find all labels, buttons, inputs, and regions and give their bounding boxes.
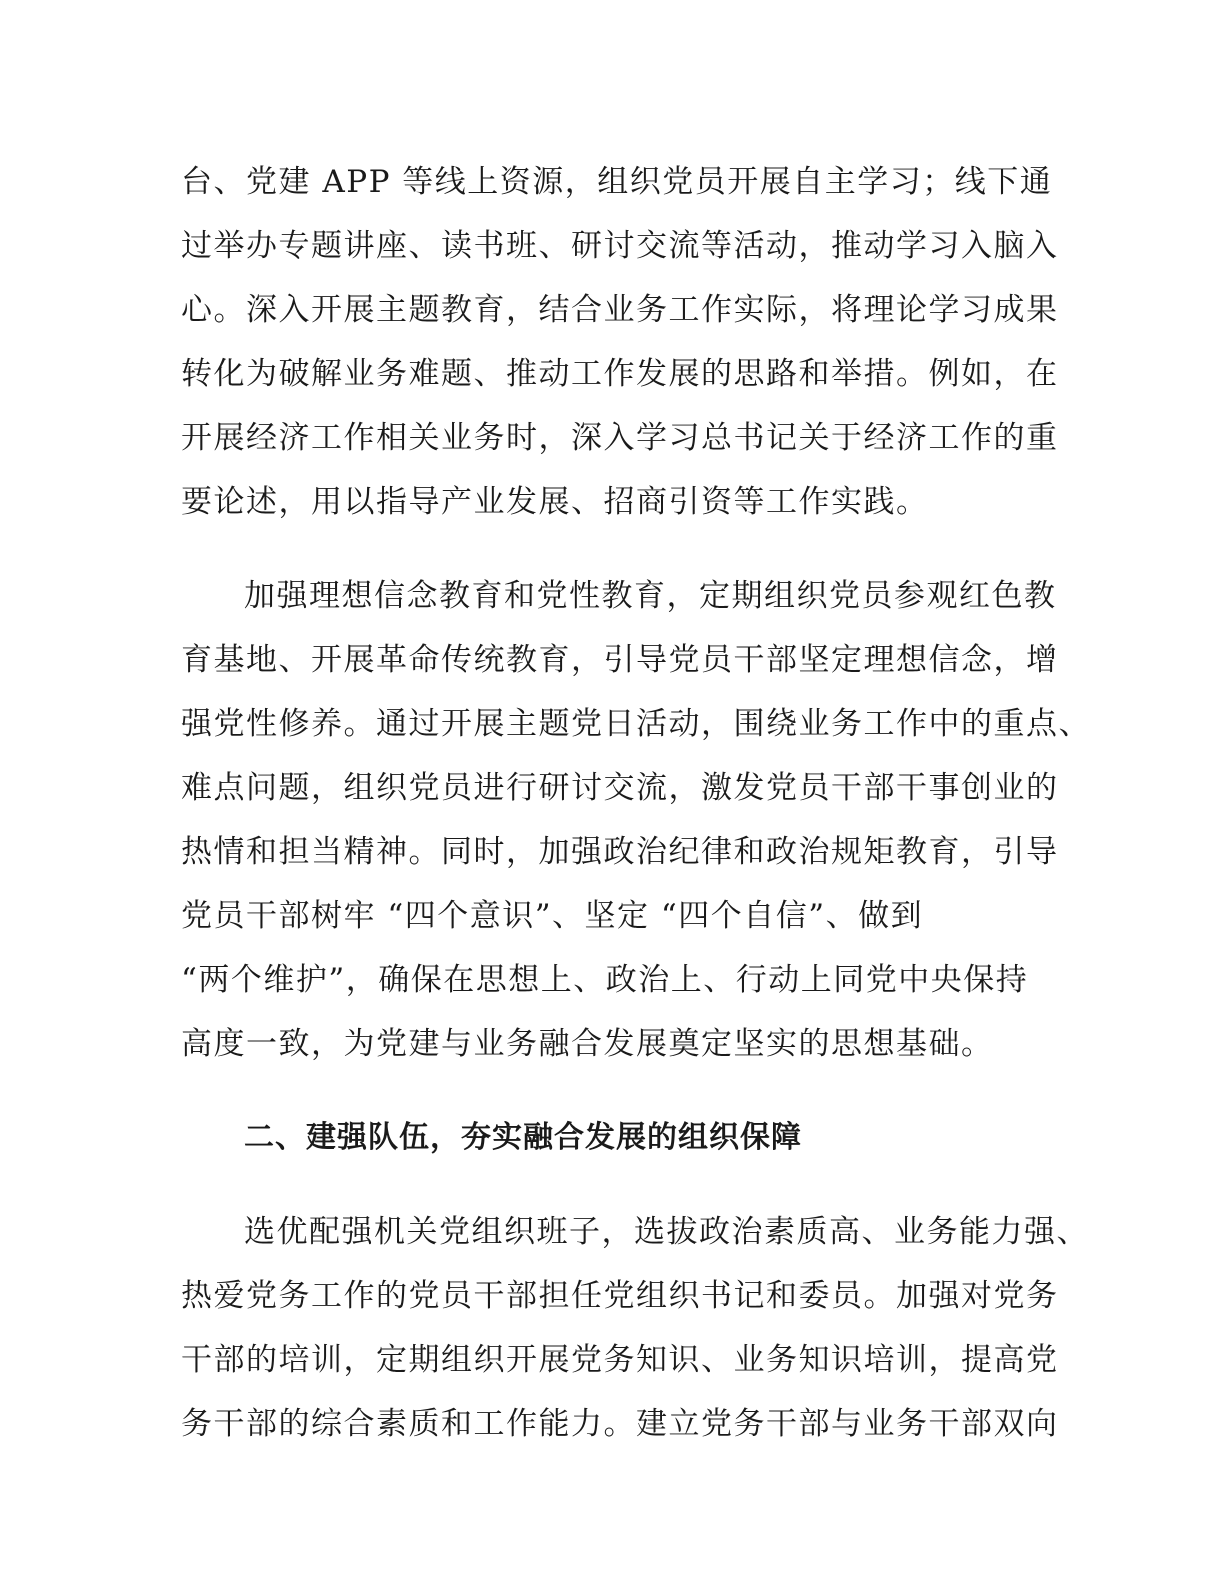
text-line: 热情和担当精神。同时，加强政治纪律和政治规矩教育，引导 [181, 834, 1059, 870]
paragraph-ideals-education [181, 564, 1091, 1076]
text-line: 党员干部树牢 “四个意识”、坚定 “四个自信”、做到 [181, 898, 924, 934]
text-line: 要论述，用以指导产业发展、招商引资等工作实践。 [181, 484, 929, 520]
text-line: 育基地、开展革命传统教育，引导党员干部坚定理想信念，增 [181, 642, 1059, 678]
text-line: 过举办专题讲座、读书班、研讨交流等活动，推动学习入脑入 [181, 228, 1059, 264]
text-line: 务干部的综合素质和工作能力。建立党务干部与业务干部双向 [181, 1406, 1059, 1442]
document-body [181, 150, 1091, 1456]
paragraph-spacer [181, 1170, 1061, 1200]
paragraph-spacer [181, 1076, 1061, 1106]
text-line: 开展经济工作相关业务时，深入学习总书记关于经济工作的重 [181, 420, 1059, 456]
text-line: 热爱党务工作的党员干部担任党组织书记和委员。加强对党务 [181, 1278, 1059, 1314]
text-line: 难点问题，组织党员进行研讨交流，激发党员干部干事创业的 [181, 770, 1059, 806]
paragraph-team-building [181, 1200, 1089, 1456]
text-line: 台、党建 APP 等线上资源，组织党员开展自主学习；线下通 [181, 164, 1053, 200]
text-line: 心。深入开展主题教育，结合业务工作实际，将理论学习成果 [181, 292, 1059, 328]
text-line: 高度一致，为党建与业务融合发展奠定坚实的思想基础。 [181, 1026, 994, 1062]
section-heading: 二、建强队伍，夯实融合发展的组织保障 [244, 1120, 802, 1155]
text-line: 加强理想信念教育和党性教育，定期组织党员参观红色教 [244, 578, 1057, 614]
text-line: 强党性修养。通过开展主题党日活动，围绕业务工作中的重点、 [181, 706, 1091, 742]
text-line: “两个维护”，确保在思想上、政治上、行动上同党中央保持 [181, 962, 1029, 998]
text-line: 选优配强机关党组织班子，选拔政治素质高、业务能力强、 [244, 1214, 1089, 1250]
text-line: 干部的培训，定期组织开展党务知识、业务知识培训，提高党 [181, 1342, 1059, 1378]
text-line: 转化为破解业务难题、推动工作发展的思路和举措。例如，在 [181, 356, 1059, 392]
paragraph-spacer [181, 534, 1061, 564]
paragraph-online-learning [181, 150, 1061, 534]
